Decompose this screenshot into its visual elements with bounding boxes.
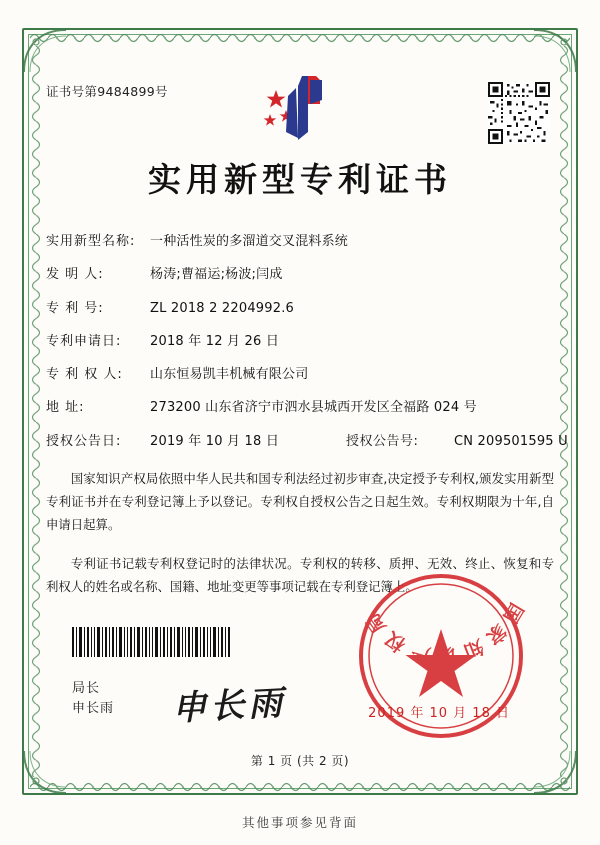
fields-list [46,234,568,449]
field-label: 发 明 人: [46,267,104,283]
qr-code-icon [488,82,550,144]
field-row-address [46,401,554,415]
field-value: 一种活性炭的多溜道交叉混料系统 [150,234,349,249]
signature-block [72,679,114,719]
field-row-inventors [46,268,554,282]
field-row-patent-number [46,302,554,316]
field-label-grant-date: 授权公告日: [46,433,122,449]
ornament-band-bottom [30,779,570,793]
certificate-number: 证书号第9484899号 [46,84,168,99]
field-value: 273200 山东省济宁市泗水县城西开发区全福路 024 号 [150,400,477,416]
ornament-band-right [558,46,570,777]
field-label: 专 利 号: [46,300,104,316]
field-row-application-date [46,335,554,349]
page-number: 第 1 页 (共 2 页) [250,754,350,768]
ornament-band-left [30,46,42,777]
field-label: 实用新型名称: [46,234,136,249]
field-row-patentee [46,368,554,382]
field-label: 专 利 权 人: [46,367,123,383]
svg-text:国家知识产权局: 国家知识产权局 [358,598,526,667]
certificate-content [46,60,568,775]
field-label: 地 址: [46,400,85,416]
field-value: 杨涛;曹福运;杨波;闫成 [150,267,283,283]
field-value: 山东恒易凯丰机械有限公司 [150,367,309,383]
paragraph-2: 专利证书记载专利权登记时的法律状况。专利权的转移、质押、无效、终止、恢复和专利权人的姓名或名称、国籍、地址变更等事项记载在专利登记簿上。 [46,555,554,594]
handwritten-signature: 申长雨 [171,683,288,729]
field-value-grant-date: 2019 年 10 月 18 日 [150,433,280,449]
signature-name: 申长雨 [72,700,115,716]
field-label: 专利申请日: [46,333,122,349]
field-row-utility-model-name [46,235,554,249]
field-row-grant-announcement [46,433,568,449]
field-value: ZL 2018 2 2204992.6 [150,300,295,316]
barcode-icon [72,627,232,657]
signature-title: 局长 [72,680,101,696]
ornament-band-top [30,30,570,44]
field-value-grant-number: CN 209501595 U [454,433,568,449]
footer-note: 其他事项参见背面 [241,815,358,830]
field-label-grant-number: 授权公告号: [346,433,419,449]
paragraph-1: 国家知识产权局依照中华人民共和国专利法经过初步审查,决定授予专利权,颁发实用新型专利证书并在专利登记簿上予以登记。专利权自授权公告之日起生效。专利权期限为十年,自申请日起算。 [46,471,554,532]
field-value: 2018 年 12 月 26 日 [150,333,280,349]
page-title: 实用新型专利证书 [148,160,452,199]
patent-office-logo-icon [240,70,360,148]
seal-date: 2019 年 10 月 18 日 [368,706,510,721]
